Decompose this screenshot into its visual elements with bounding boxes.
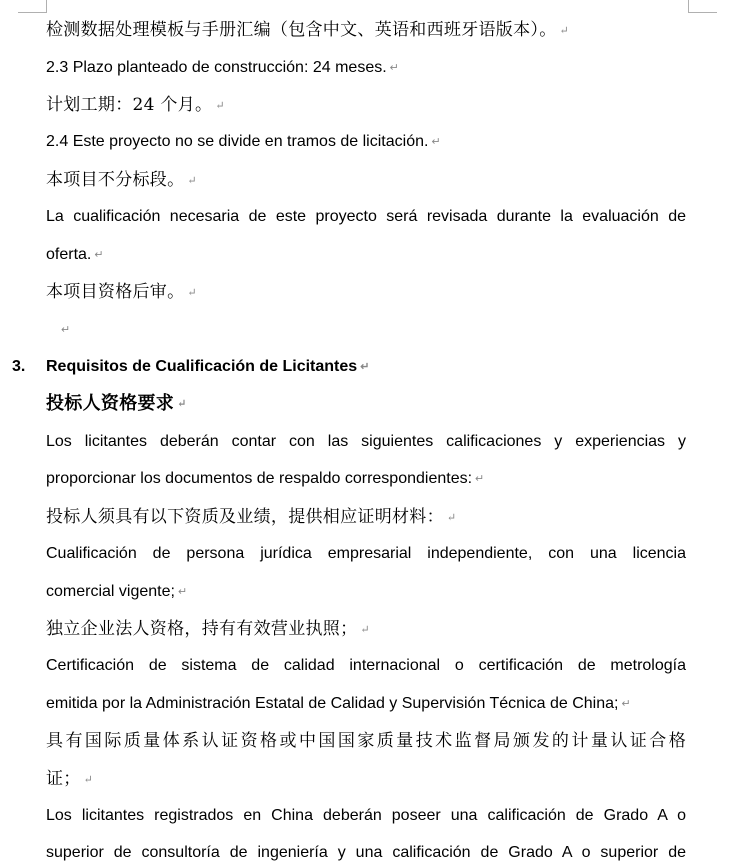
doc-line: emitida por la Administración Estatal de Calidad y Supervisión Técnica de China; ↵ <box>46 695 631 713</box>
doc-line: 独立企业法人资格，持有有效营业执照； ↵ <box>46 619 370 639</box>
doc-line: 本项目资格后审。 ↵ <box>46 282 197 302</box>
paragraph-mark-icon: ↵ <box>360 361 370 373</box>
doc-line: 投标人须具有以下资质及业绩，提供相应证明材料： ↵ <box>46 507 457 527</box>
section-title-zh: 投标人资格要求 ↵ <box>46 393 187 414</box>
paragraph-mark-icon: ↵ <box>187 173 197 187</box>
paragraph-mark-icon: ↵ <box>360 622 370 636</box>
paragraph-mark-icon: ↵ <box>177 397 187 410</box>
doc-line: Los licitantes registrados en China deberán poseer una calificación de Grado A o <box>46 807 686 824</box>
doc-line: oferta. ↵ <box>46 246 104 264</box>
doc-line: Cualificación de persona jurídica empresarial independiente, con una licencia <box>46 545 686 562</box>
empty-paragraph <box>58 315 698 345</box>
paragraph-mark-icon: ↵ <box>177 586 188 598</box>
section-title-es: Requisitos de Cualificación de Licitantes ↵ <box>46 358 370 376</box>
doc-line: 检测数据处理模板与手册汇编（包含中文、英语和西班牙语版本）。 ↵ <box>46 20 570 40</box>
doc-line: Certificación de sistema de calidad internacional o certificación de metrología <box>46 657 686 674</box>
doc-line: 2.3 Plazo planteado de construcción: 24 meses. ↵ <box>46 59 399 77</box>
page-corner-mark-right <box>688 0 717 13</box>
page-corner-mark-left <box>18 0 47 13</box>
paragraph-mark-icon: ↵ <box>431 136 441 148</box>
doc-line: 2.4 Este proyecto no se divide en tramos de licitación. ↵ <box>46 133 441 151</box>
doc-line: superior de consultoría de ingeniería y una calificación de Grado A o superior de <box>46 844 686 861</box>
paragraph-mark-icon: ↵ <box>187 285 197 299</box>
doc-line: 证； ↵ <box>46 769 94 789</box>
paragraph-mark-icon: ↵ <box>621 698 631 710</box>
paragraph-mark-icon: ↵ <box>559 23 570 37</box>
doc-line: 计划工期：24 个月。 ↵ <box>46 95 225 115</box>
doc-line: proporcionar los documentos de respaldo correspondientes: ↵ <box>46 470 485 488</box>
doc-line: 本项目不分标段。 ↵ <box>46 170 197 190</box>
paragraph-mark-icon: ↵ <box>475 473 485 485</box>
paragraph-mark-icon: ↵ <box>389 62 399 74</box>
doc-line: 具有国际质量体系认证资格或中国国家质量技术监督局颁发的计量认证合格 <box>46 731 686 751</box>
doc-line: La cualificación necesaria de este proyecto será revisada durante la evaluación de <box>46 208 686 225</box>
paragraph-mark-icon: ↵ <box>215 98 225 112</box>
doc-line: comercial vigente; ↵ <box>46 583 188 601</box>
paragraph-mark-icon: ↵ <box>83 772 94 786</box>
doc-line: Los licitantes deberán contar con las siguientes calificaciones y experiencias y <box>46 433 686 450</box>
section-number: 3. <box>12 358 26 375</box>
paragraph-mark-icon: ↵ <box>61 324 71 336</box>
paragraph-mark-icon: ↵ <box>94 249 104 261</box>
paragraph-mark-icon: ↵ <box>446 510 457 524</box>
